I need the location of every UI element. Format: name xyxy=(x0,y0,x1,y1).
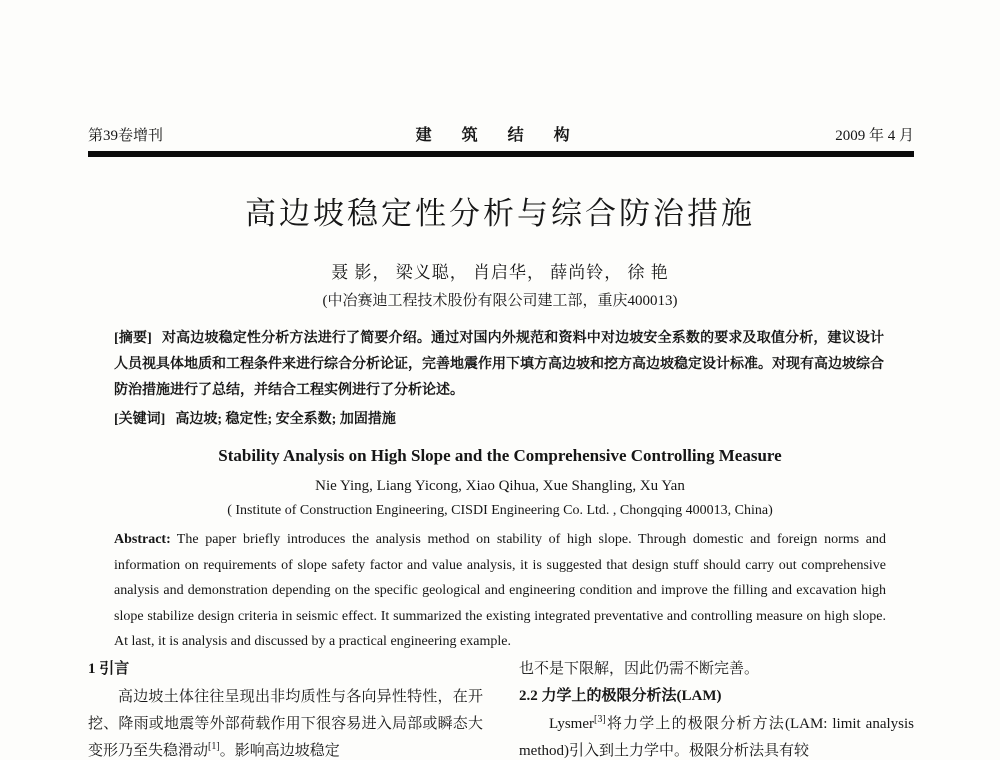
authors-cn: 聂 影， 梁义聪， 肖启华， 薛尚铃， 徐 艳 xyxy=(331,263,669,282)
intro-paragraph-text-cont: 。影响高边坡稳定 xyxy=(219,743,340,759)
authors-en: Nie Ying, Liang Yicong, Xiao Qihua, Xue Shangling, Xu Yan xyxy=(315,478,685,494)
abstract-label-en: Abstract: xyxy=(114,532,171,547)
affiliation-en: ( Institute of Construction Engineering, CISDI Engineering Co. Ltd. , Chongqing 400013, China) xyxy=(227,503,773,518)
lam-paragraph-text: Lysmer xyxy=(549,716,594,732)
lam-paragraph-text-cont: 将力学上的极限分析方法(LAM: limit analysis method)引入到土力学中。极限分析法具有较 xyxy=(519,716,914,759)
lam-paragraph xyxy=(519,711,914,760)
abstract-text-en: The paper briefly introduces the analysis method on stability of high slope. Through domestic and foreign norms and information on requirements of slope safety factor and value analysis, it is suggested that design stuff should carry out comprehensive analysis and demonstration depending on the specific geological and engineering condition and improve the filling and excavation high slope stabilize design criteria in seismic effect. It summarized the existing integrated preventative and controlling measure on high slope. At last, it is analysis and discussed by a practical engineering example. xyxy=(114,532,886,649)
citation-ref-3: [3] xyxy=(594,714,606,725)
body-columns xyxy=(88,656,914,760)
left-column xyxy=(88,656,483,760)
abstract-cn xyxy=(114,326,884,404)
abstract-label-cn: [摘要] xyxy=(114,331,152,346)
issue-date-label: 2009 年 4 月 xyxy=(835,128,914,144)
article-title-en: Stability Analysis on High Slope and the Comprehensive Controlling Measure xyxy=(218,446,782,465)
page-header xyxy=(88,122,914,145)
keywords-cn xyxy=(114,408,884,428)
abstract-text-cn: 对高边坡稳定性分析方法进行了简要介绍。通过对国内外规范和资料中对边坡安全系数的要求及取值分析，建议设计人员视具体地质和工程条件来进行综合分析论证，完善地震作用下填方高边坡和挖方高边坡稳定设计标准。对现有高边坡综合防治措施进行了总结，并结合工程实例进行了分析论述。 xyxy=(114,331,884,398)
right-column xyxy=(519,656,914,760)
keywords-text-cn: 高边坡; 稳定性; 安全系数; 加固措施 xyxy=(175,412,396,427)
volume-issue-label: 第39卷增刊 xyxy=(88,128,164,144)
intro-paragraph xyxy=(88,684,483,760)
article-title-cn: 高边坡稳定性分析与综合防治措施 xyxy=(245,196,755,231)
keywords-label-cn: [关键词] xyxy=(114,412,166,427)
journal-name: 建 筑 结 构 xyxy=(415,127,583,144)
carryover-paragraph: 也不是下限解，因此仍需不断完善。 xyxy=(519,661,760,677)
intro-paragraph-text: 高边坡土体往往呈现出非均质性与各向异性特性，在开挖、降雨或地震等外部荷载作用下很容易进入局部或瞬态大变形乃至失稳滑动 xyxy=(88,689,483,759)
affiliation-cn: (中冶赛迪工程技术股份有限公司建工部，重庆400013) xyxy=(322,293,678,309)
section-heading-lam: 2.2 力学上的极限分析法(LAM) xyxy=(519,688,722,704)
section-heading-introduction: 1 引言 xyxy=(88,661,130,677)
citation-ref-1: [1] xyxy=(208,741,220,752)
abstract-en xyxy=(114,527,886,655)
header-rule xyxy=(88,151,914,157)
